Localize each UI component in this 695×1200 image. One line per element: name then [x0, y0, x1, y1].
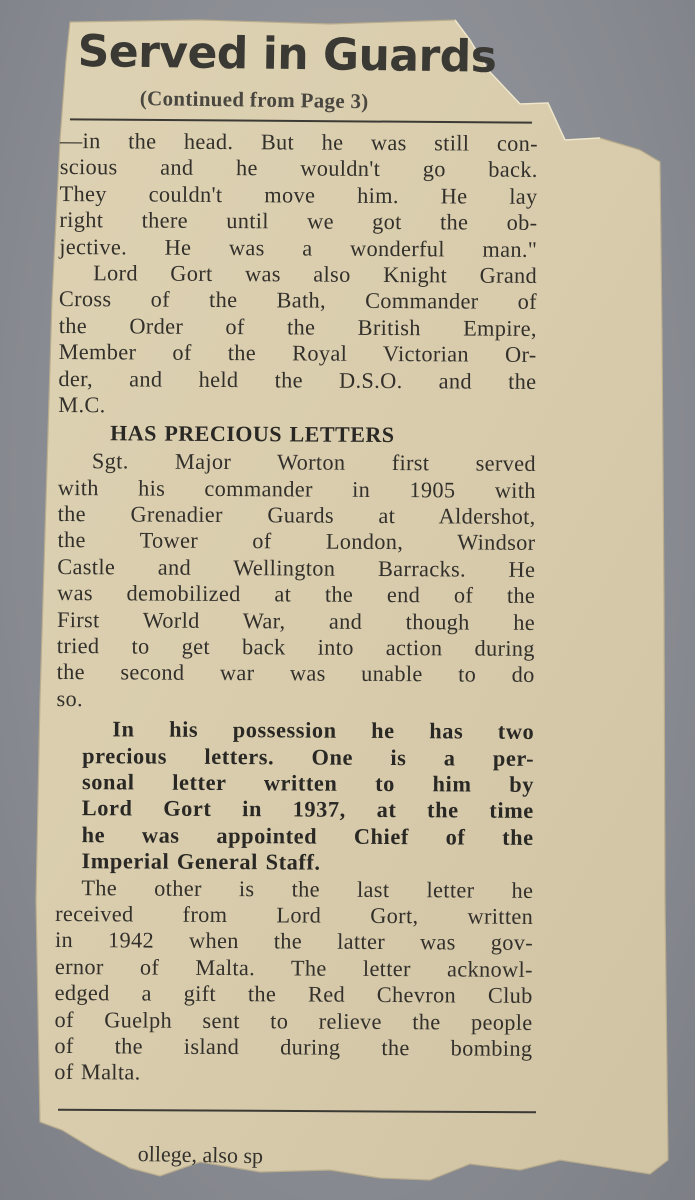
- text-line: jective. He was a wonderful man.": [59, 233, 538, 262]
- text-line: Sgt. Major Worton first served: [91, 448, 537, 477]
- text-line: M.C.: [58, 391, 106, 418]
- continued-note: (Continued from Page 3): [139, 86, 369, 114]
- text-line: —in the head. But he was still con-: [59, 128, 538, 156]
- text-line: They couldn't move him. He lay: [59, 180, 538, 209]
- text-line: Member of the Royal Victorian Or-: [58, 339, 537, 368]
- cut-off-text: ollege, also sp: [137, 1141, 264, 1169]
- text-line: Lord Gort in 1937, at the time: [81, 795, 534, 824]
- text-line: the Grenadier Guards at Aldershot,: [57, 501, 536, 529]
- text-line: First World War, and though he: [56, 606, 536, 635]
- text-line: tried to get back into action during: [56, 633, 535, 661]
- text-line: was demobilized at the end of the: [57, 580, 536, 609]
- text-line: of the island during the bombing: [54, 1032, 533, 1061]
- text-line: Castle and Wellington Barracks. He: [57, 553, 536, 582]
- end-rule: [58, 1109, 536, 1114]
- paragraph-4-bold: [55, 716, 534, 877]
- text-line: precious letters. One is a per-: [82, 742, 535, 771]
- text-line: he was appointed Chief of the: [81, 821, 534, 850]
- text-line: Cross of the Bath, Commander of: [58, 286, 538, 315]
- paragraph-3: [56, 448, 536, 715]
- text-line: the second war was unable to do: [56, 659, 535, 688]
- section-subheading: HAS PRECIOUS LETTERS: [110, 420, 395, 448]
- paragraph-5: [54, 875, 533, 1089]
- headline: Served in Guards: [77, 26, 497, 83]
- text-line: The other is the last letter he: [81, 874, 534, 903]
- text-line: scious and he wouldn't go back.: [59, 154, 538, 183]
- paragraph-1: [59, 128, 538, 263]
- text-line: right there until we got the ob-: [59, 207, 538, 236]
- text-line: ernor of Malta. The letter acknowl-: [54, 953, 533, 982]
- text-line: der, and held the D.S.O. and the: [58, 365, 537, 394]
- text-line: so.: [56, 685, 84, 711]
- text-line: edged a gift the Red Chevron Club: [54, 980, 533, 1009]
- text-line: Lord Gort was also Knight Grand: [93, 260, 538, 288]
- text-line: of Guelph sent to relieve the people: [54, 1006, 533, 1035]
- text-line: the Order of the British Empire,: [58, 312, 537, 341]
- article-body: [54, 128, 538, 1089]
- text-line: sonal letter written to him by: [81, 769, 535, 797]
- paragraph-2: [58, 260, 537, 421]
- text-line: in 1942 when the latter was gov-: [54, 927, 534, 956]
- text-line: Imperial General Staff.: [81, 848, 321, 875]
- text-line: the Tower of London, Windsor: [57, 527, 536, 556]
- headline-rule: [70, 118, 532, 123]
- text-line: received from Lord Gort, written: [55, 900, 534, 929]
- text-line: with his commander in 1905 with: [57, 474, 536, 503]
- text-line: of Malta.: [54, 1059, 141, 1085]
- text-line: In his possession he has two: [112, 716, 535, 745]
